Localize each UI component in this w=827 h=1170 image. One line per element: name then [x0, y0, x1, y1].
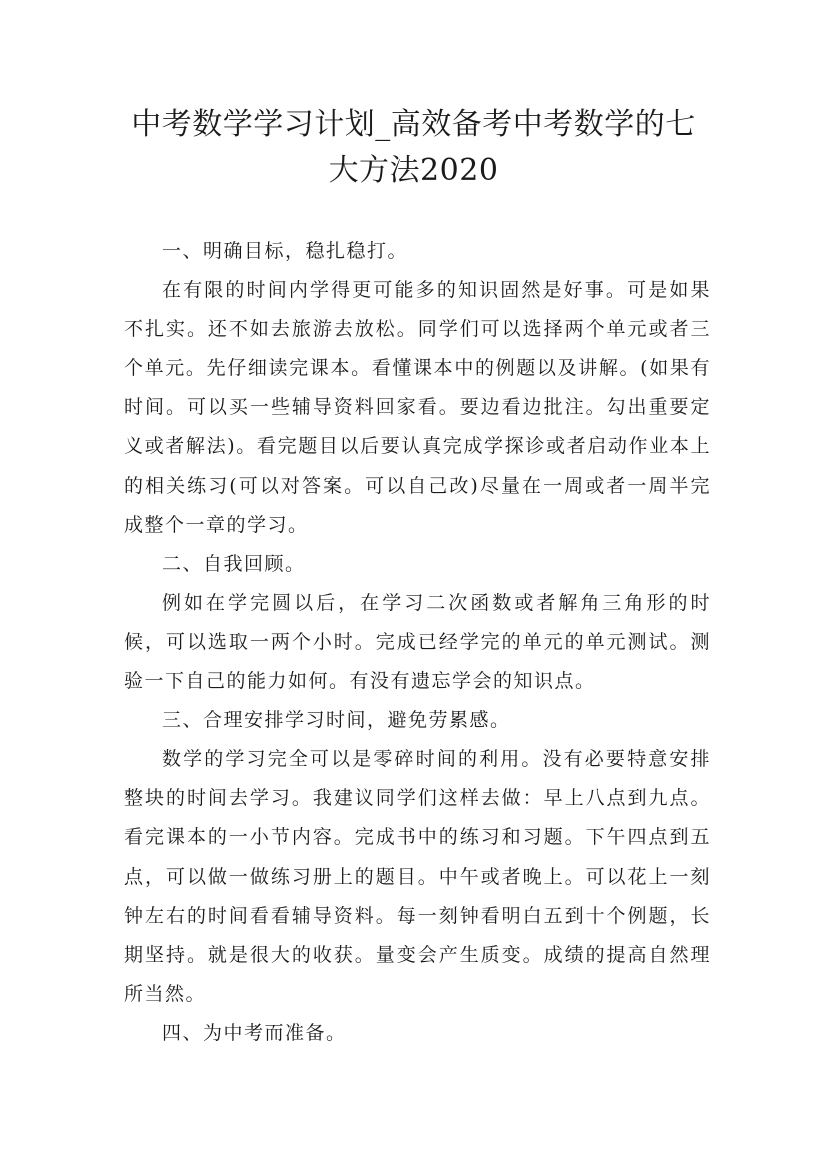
- heading-1-clear-goals: 一、明确目标，稳扎稳打。: [162, 240, 409, 262]
- paragraph-3: 数学的学习完全可以是零碎时间的利用。没有必要特意安排整块的时间去学习。我建议同学们这样去做：早上八点到九点。看完课本的一小节内容。完成书中的练习和习题。下午四点到五点，可以做一做练习册上的题目。中午或者晚上。可以花上一刻钟左右的时间看看辅导资料。每一刻钟看明白五到十个例题，长期坚持。就是很大的收获。量变会产生质变。成绩的提高自然理所当然。: [124, 748, 711, 1005]
- paragraph-1: 在有限的时间内学得更可能多的知识固然是好事。可是如果不扎实。还不如去旅游去放松。同学们可以选择两个单元或者三个单元。先仔细读完课本。看懂课本中的例题以及讲解。(如果有时间。可以买一些辅导资料回家看。要边看边批注。勾出重要定义或者解法)。看完题目以后要认真完成学探诊或者启动作业本上的相关练习(可以对答案。可以自己改)尽量在一周或者一周半完成整个一章的学习。: [124, 279, 711, 536]
- heading-4-exam-prep: 四、为中考而准备。: [162, 1021, 347, 1044]
- title-line-1: 中考数学学习计划_高效备考中考数学的七: [131, 107, 696, 142]
- heading-3-time-arrangement: 三、合理安排学习时间，避免劳累感。: [162, 709, 511, 732]
- paragraph-2: 例如在学完圆以后，在学习二次函数或者解角三角形的时候，可以选取一两个小时。完成已经学完的单元的单元测试。测验一下自己的能力如何。有没有遗忘学会的知识点。: [124, 591, 711, 693]
- document-body: [124, 232, 711, 1053]
- document-title: [110, 102, 717, 194]
- title-line-2: 大方法2020: [328, 153, 499, 188]
- heading-2-self-review: 二、自我回顾。: [162, 552, 306, 575]
